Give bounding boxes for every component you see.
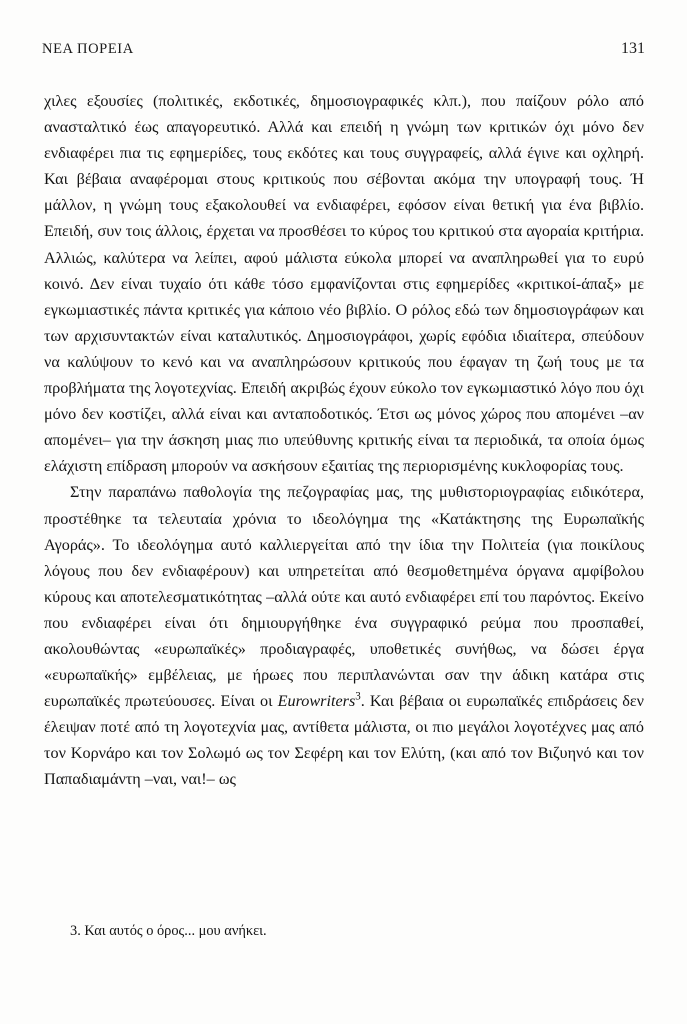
page-number: 131: [621, 40, 645, 57]
eurowriters-term: Eurowriters: [277, 692, 356, 711]
footnote-marker: 3: [355, 690, 361, 703]
page-header: [42, 40, 645, 58]
paragraph-2-part-a: Στην παραπάνω παθολογία της πεζογραφίας μας, της μυθιστοριογραφίας ειδικότερα, προστέθηκε τα τελευταία χρόνια το ιδεολόγημα της «Κατάκτησης της Ευρωπαϊκής Αγοράς». Το ιδεολόγημα αυτό καλλιεργείται από την ίδια την Πολιτεία (για ποικίλους λόγους που δεν ενδιαφέρουν) και υπηρετείται από θεσμοθετημένα όργανα αμφίβολου κύρους και αποτελεσματικότητας –αλλά ούτε και αυτό ενδιαφέρει επί του παρόντος. Εκείνο που ενδιαφέρει είναι ότι δημιουργήθηκε ένα συγγραφικό ρεύμα που προσπαθεί, ακολουθώντας «ευρωπαϊκές» προδιαγραφές, υποθετικές συνήθως, να δώσει έργα «ευρωπαϊκής» εμβέλειας, με ήρωες που περιπλανώνται σαν την άδικη κατάρα στις ευρωπαϊκές πρωτεύουσες. Είναι οι: [44, 483, 644, 711]
running-head: ΝΕΑ ΠΟΡΕΙΑ: [42, 41, 134, 57]
body-text: [44, 88, 644, 793]
footnote-area: [44, 920, 644, 942]
paragraph-2: [44, 479, 644, 792]
footnote-text: 3. Και αυτός ο όρος... μου ανήκει.: [70, 923, 267, 939]
paragraph-2-part-b: . Και βέβαια οι ευρωπαϊκές επιδράσεις δεν έλειψαν ποτέ από τη λογοτεχνία μας, αντίθετα μάλιστα, οι πιο μεγάλοι λογοτέχνες μας από τον Κορνάρο και τον Σολωμό ως τον Σεφέρη και τον Ελύτη, (και από τον Βιζυηνό και τον Παπαδιαμάντη –ναι, ναι!– ως: [44, 692, 644, 789]
paragraph-1: χιλες εξουσίες (πολιτικές, εκδοτικές, δημοσιογραφικές κλπ.), που παίζουν ρόλο από ανασταλτικό έως απαγορευτικό. Αλλά και επειδή η γνώμη των κριτικών όχι μόνο δεν ενδιαφέρει πια τις εφημερίδες, τους εκδότες και τους συγγραφείς, αλλά έγινε και οχληρή. Και βέβαια αναφέρομαι στους κριτικούς που σέβονται ακόμα την υπογραφή τους. Ή μάλλον, η γνώμη τους εξακολουθεί να ενδιαφέρει, εφόσον είναι θετική για ένα βιβλίο. Επειδή, συν τοις άλλοις, έρχεται να προσθέσει το κύρος του κριτικού στα αγοραία κριτήρια. Αλλιώς, καλύτερα να λείπει, αφού μάλιστα εύκολα μπορεί να αναπληρωθεί για το ευρύ κοινό. Δεν είναι τυχαίο ότι κάθε τόσο εμφανίζονται στις εφημερίδες «κριτικοί-άπαξ» με εγκωμιαστικές πάντα κριτικές για κάποιο νέο βιβλίο. Ο ρόλος εδώ των δημοσιογράφων και των αρχισυντακτών είναι καταλυτικός. Δημοσιογράφοι, χωρίς εφόδια ιδιαίτερα, σπεύδουν να καλύψουν το κενό και να αναπληρώσουν κριτικούς που έφαγαν τη ζωή τους με τα προβλήματα της λογοτεχνίας. Επειδή ακριβώς έχουν εύκολο τον εγκωμιαστικό λόγο που όχι μόνο δεν κοστίζει, αλλά είναι και ανταποδοτικός. Έτσι ως μόνος χώρος που απομένει –αν απομένει– για την άσκηση μιας πιο υπεύθυνης κριτικής είναι τα περιοδικά, τα οποία όμως ελάχιστη επίδραση μπορούν να ασκήσουν εξαιτίας της περιορισμένης κυκλοφορίας τους.: [44, 92, 644, 476]
